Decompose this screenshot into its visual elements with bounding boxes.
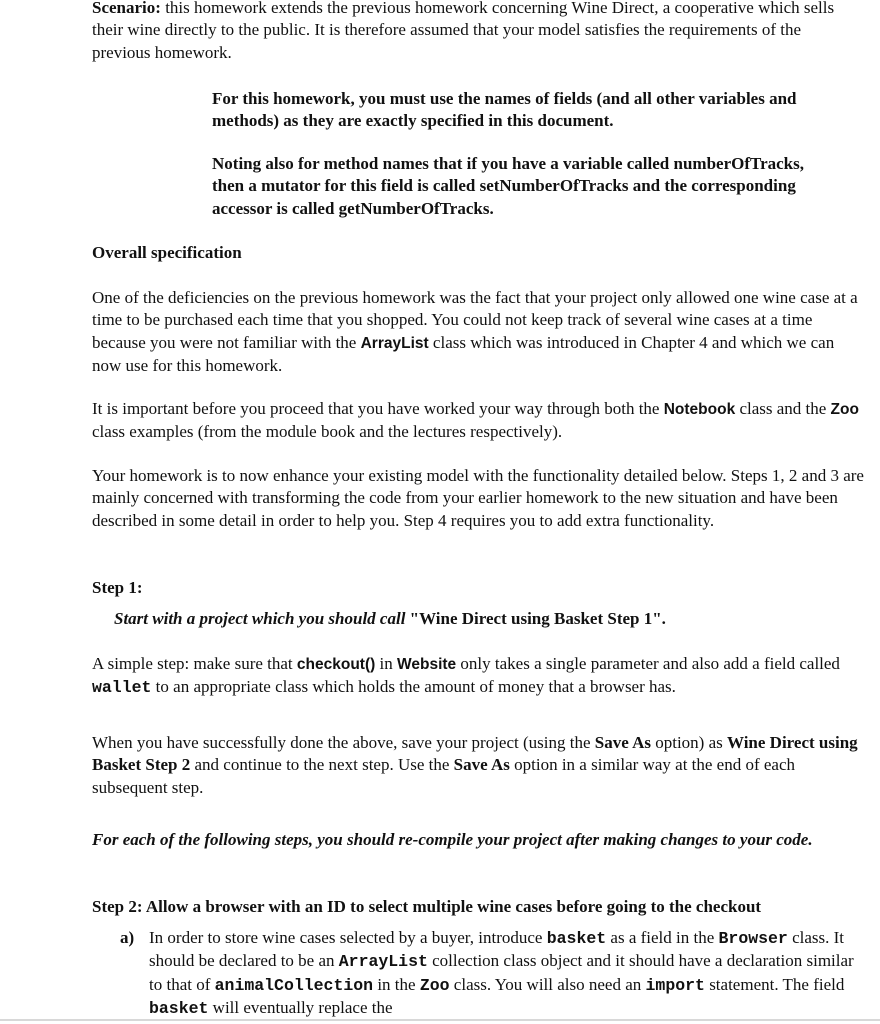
step1-project-instruction [114, 608, 854, 630]
para2-text-3: class examples (from the module book and the lectures respectively). [92, 422, 563, 442]
scenario-label: Scenario: [92, 0, 161, 17]
item-a-text-3: class. It should be declared to be an [149, 928, 845, 971]
item-a-text-8: will eventually replace the [208, 998, 393, 1018]
item-a-text [149, 927, 854, 1021]
step2-item-a [120, 927, 860, 1021]
animalcollection-code: animalCollection [214, 975, 374, 995]
step1-intro-italic: Start with a project which you should call [114, 609, 410, 628]
website-code: Website [397, 656, 457, 673]
step1-p2-text-4: option in a similar way at the end of each subsequent step. [92, 755, 796, 797]
save-as-label-1: Save As [594, 733, 651, 752]
step1-p2-text-3: and continue to the next step. Use the [190, 755, 454, 775]
method-naming-note: Noting also for method names that if you have a variable called numberOfTracks, then a mutator for this field is called setNumberOfTracks and the corresponding accessor is called getNumberOfTracks. [212, 154, 804, 218]
wallet-code: wallet [92, 678, 152, 698]
scenario-paragraph [92, 0, 852, 64]
import-code: import [645, 975, 705, 995]
step1-p2-text-2: option) as [650, 733, 728, 752]
scenario-text: this homework extends the previous homework concerning Wine Direct, a cooperative which sells their wine directly to the public. It is therefore assumed that your model satisfies the requirements of the previous homework. [92, 0, 835, 62]
step1-p1-text-1: A simple step: make sure that [92, 654, 297, 673]
step1-p1-text-4: to an appropriate class which holds the amount of money that a browser has. [151, 677, 676, 697]
item-a-text-6: class. You will also need an [449, 974, 646, 994]
overall-specification-heading: Overall specification [92, 243, 242, 262]
step1-project-name: "Wine Direct using Basket Step 1". [409, 609, 666, 628]
item-a-text-5: in the [373, 974, 420, 994]
item-a-text-4: collection class object and it should have a declaration similar to that of [149, 951, 854, 994]
item-a-marker: a) [120, 928, 135, 947]
step1-heading: Step 1: [92, 578, 143, 597]
step2-project-name: Wine Direct using Basket Step 2 [92, 733, 858, 775]
checkout-code: checkout() [296, 656, 376, 673]
naming-note: For this homework, you must use the names of fields (and all other variables and methods) as they are exactly specified in this document. [212, 89, 797, 131]
para1-text-2: class which was introduced in Chapter 4 and which we can now use for this homework. [92, 332, 835, 376]
save-as-paragraph [92, 732, 867, 799]
arraylist-code: ArrayList [360, 334, 429, 352]
browser-code: Browser [718, 929, 788, 948]
arraylist-mono-code: ArrayList [338, 952, 428, 972]
basket-code-1: basket [546, 929, 607, 948]
zoo-code: Zoo [830, 401, 859, 418]
item-a-text-2: as a field in the [606, 928, 719, 947]
zoo-mono-code: Zoo [419, 975, 450, 995]
step1-paragraph [92, 653, 860, 700]
page-bottom-divider [0, 1019, 880, 1021]
para2-text-2: class and the [735, 399, 831, 418]
notebook-code: Notebook [663, 401, 736, 418]
step1-p1-text-2: in [375, 654, 398, 673]
recompile-note: For each of the following steps, you should re-compile your project after making changes to your code. [92, 830, 813, 849]
prerequisite-paragraph [92, 398, 867, 444]
basket-code-2: basket [149, 999, 209, 1019]
homework-overview-paragraph: Your homework is to now enhance your existing model with the functionality detailed below. Steps 1, 2 and 3 are mainly concerned with transforming the code from your earlier homework to the new situation and have been described in some detail in order to help you. Step 4 requires you to add extra functionality. [92, 466, 864, 530]
para2-text-1: It is important before you proceed that you have worked your way through both the [92, 399, 664, 418]
item-a-text-7: statement. The field [704, 974, 845, 994]
item-a-text-1: In order to store wine cases selected by a buyer, introduce [149, 928, 547, 947]
deficiencies-paragraph [92, 287, 862, 378]
step1-p2-text-1: When you have successfully done the above, save your project (using the [92, 733, 595, 752]
step2-heading: Step 2: Allow a browser with an ID to select multiple wine cases before going to the checkout [92, 897, 762, 916]
step1-p1-text-3: only takes a single parameter and also add a field called [456, 654, 840, 673]
save-as-label-2: Save As [453, 755, 510, 775]
para1-text-1: One of the deficiencies on the previous homework was the fact that your project only allowed one wine case at a time to be purchased each time that you shopped. You could not keep track of several wine cases at a time because you were not familiar with the [92, 288, 858, 352]
